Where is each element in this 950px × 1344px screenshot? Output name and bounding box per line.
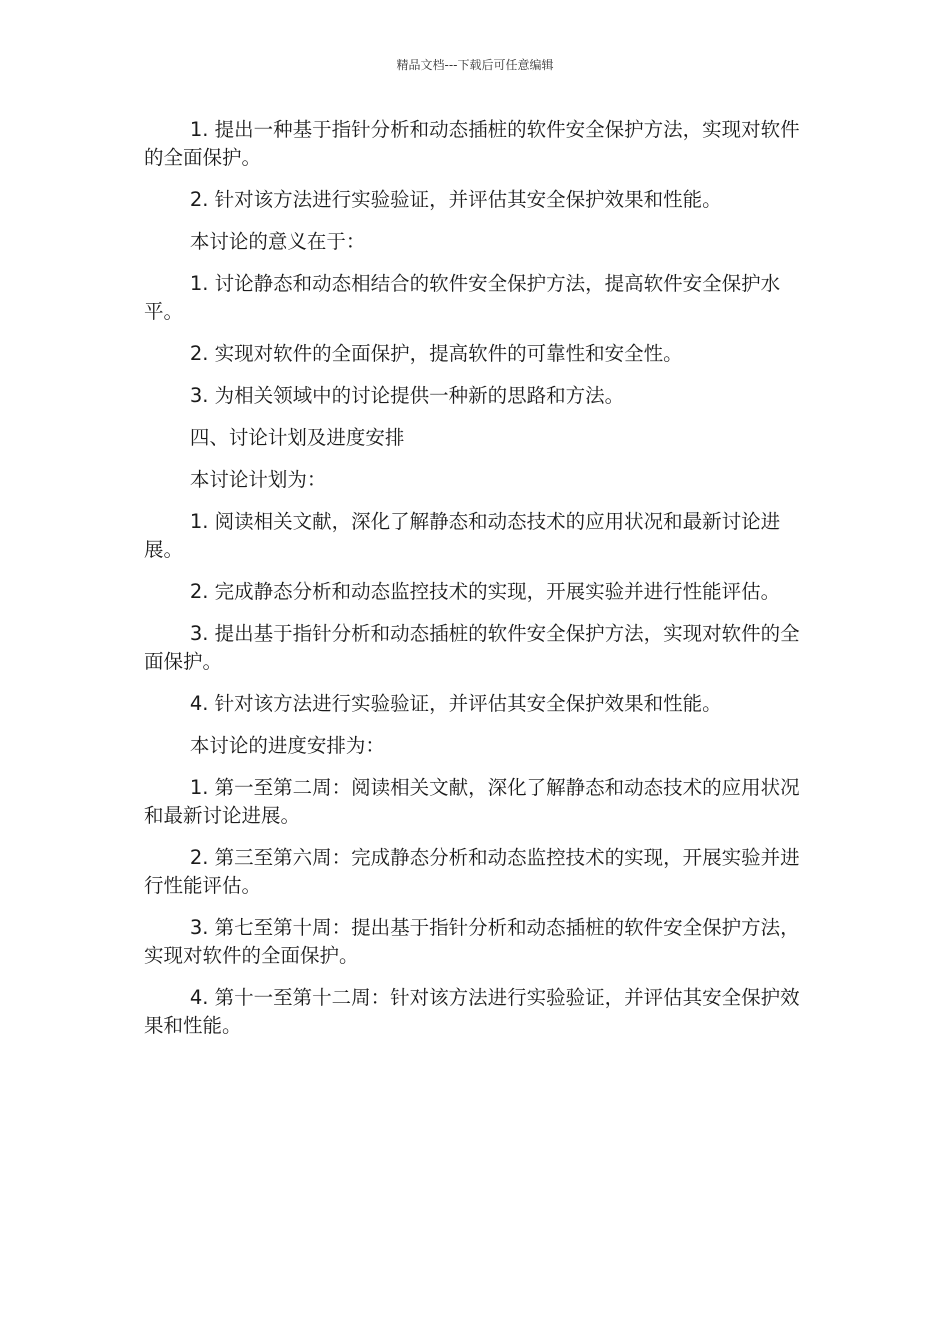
- paragraph-significance-2: 2. 实现对软件的全面保护，提高软件的可靠性和安全性。: [189, 342, 683, 365]
- page-header: 精品文档---下载后可任意编辑: [396, 58, 554, 72]
- paragraph-schedule-heading: 本讨论的进度安排为：: [189, 734, 385, 757]
- paragraph-significance-heading: 本讨论的意义在于：: [189, 230, 366, 253]
- paragraph-schedule-1: 1. 第一至第二周：阅读相关文献，深化了解静态和动态技术的应用状况和最新讨论进展。: [144, 776, 800, 827]
- section-heading-plan: 四、讨论计划及进度安排: [189, 426, 405, 449]
- paragraph-schedule-4: 4. 第十一至第十二周：针对该方法进行实验验证，并评估其安全保护效果和性能。: [144, 986, 800, 1037]
- paragraph-plan-1: 1. 阅读相关文献，深化了解静态和动态技术的应用状况和最新讨论进展。: [144, 510, 781, 561]
- paragraph-plan-3: 3. 提出基于指针分析和动态插桩的软件安全保护方法，实现对软件的全面保护。: [144, 622, 800, 673]
- paragraph-goal-2: 2. 针对该方法进行实验验证，并评估其安全保护效果和性能。: [189, 188, 722, 211]
- document-body: [144, 116, 804, 1054]
- paragraph-plan-2: 2. 完成静态分析和动态监控技术的实现，开展实验并进行性能评估。: [189, 580, 781, 603]
- paragraph-schedule-2: 2. 第三至第六周：完成静态分析和动态监控技术的实现，开展实验并进行性能评估。: [144, 846, 800, 897]
- paragraph-schedule-3: 3. 第七至第十周：提出基于指针分析和动态插桩的软件安全保护方法，实现对软件的全面保护。: [144, 916, 800, 967]
- paragraph-plan-4: 4. 针对该方法进行实验验证，并评估其安全保护效果和性能。: [189, 692, 722, 715]
- paragraph-significance-1: 1. 讨论静态和动态相结合的软件安全保护方法，提高软件安全保护水平。: [144, 272, 781, 323]
- paragraph-goal-1: 1. 提出一种基于指针分析和动态插桩的软件安全保护方法，实现对软件的全面保护。: [144, 118, 800, 169]
- paragraph-significance-3: 3. 为相关领域中的讨论提供一种新的思路和方法。: [189, 384, 625, 407]
- paragraph-plan-heading: 本讨论计划为：: [189, 468, 327, 491]
